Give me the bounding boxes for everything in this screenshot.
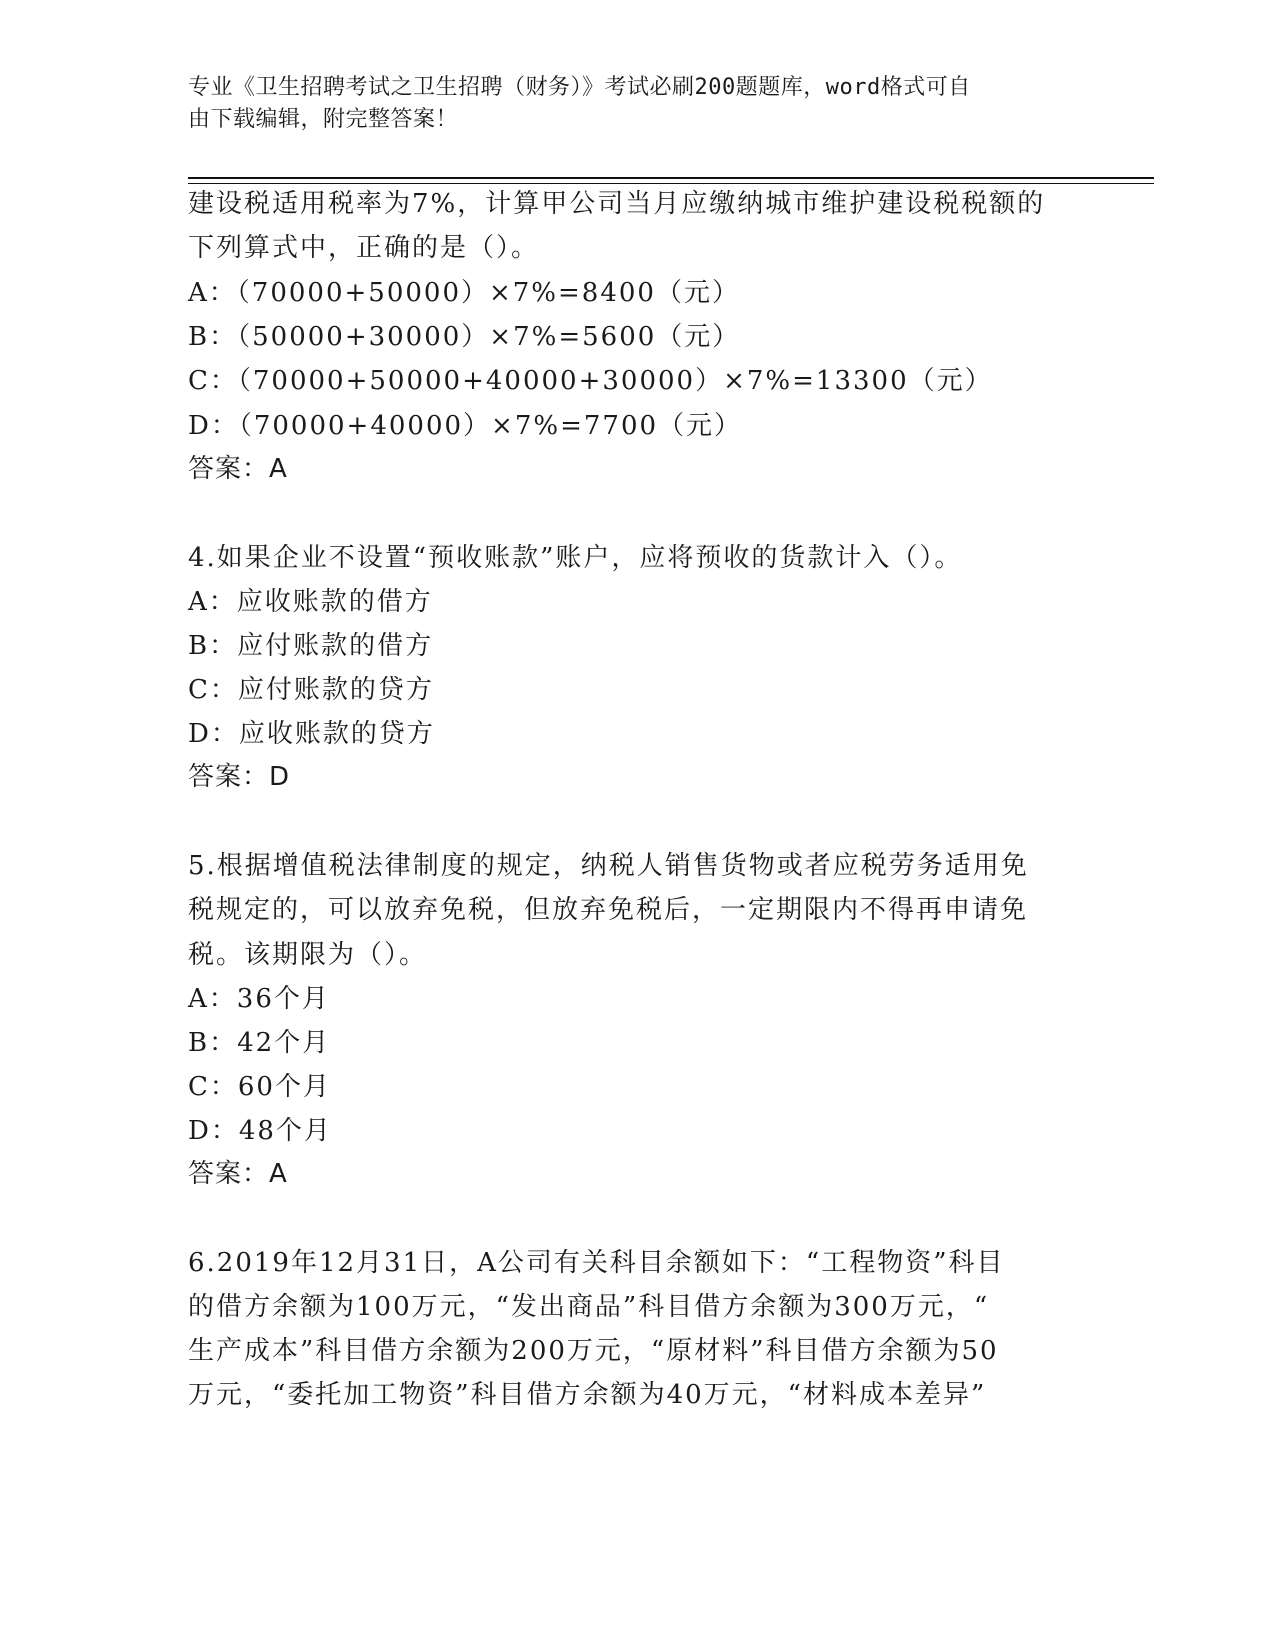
q6-stem-line-1: 6.2019年12月31日，A公司有关科目余额如下：“工程物资”科目 (188, 1248, 1005, 1278)
q4-option-c: C：应付账款的贷方 (188, 675, 434, 705)
q4-option-d: D：应收账款的贷方 (188, 719, 435, 749)
header-line-2: 由下载编辑，附完整答案！ (188, 107, 459, 132)
q5-stem-line-1: 5.根据增值税法律制度的规定，纳税人销售货物或者应税劳务适用免 (188, 851, 1029, 881)
q3-stem-line-1: 建设税适用税率为7%，计算甲公司当月应缴纳城市维护建设税税额的 (188, 189, 1046, 219)
header-line-1: 专业《卫生招聘考试之卫生招聘（财务）》考试必刷200题题库，word格式可自 (188, 75, 971, 100)
q3-option-d: D：（70000+40000）×7%=7700（元） (188, 411, 743, 441)
q5-stem-line-3: 税。该期限为（）。 (188, 940, 428, 970)
q3-option-a: A：（70000+50000）×7%=8400（元） (188, 278, 740, 308)
q5-stem-line-2: 税规定的，可以放弃免税，但放弃免税后，一定期限内不得再申请免 (188, 895, 1029, 925)
document-header (188, 72, 1068, 136)
q4-answer: 答案：D (188, 762, 291, 792)
q5-option-d: D：48个月 (188, 1116, 332, 1146)
q3-option-b: B：（50000+30000）×7%=5600（元） (188, 322, 741, 352)
q4-stem-line-1: 4.如果企业不设置“预收账款”账户，应将预收的货款计入（）。 (188, 543, 963, 573)
q3-option-c: C：（70000+50000+40000+30000）×7%=13300（元） (188, 366, 993, 396)
q5-option-b: B：42个月 (188, 1028, 331, 1058)
q4-option-a: A：应收账款的借方 (188, 587, 433, 617)
q6-stem-line-2: 的借方余额为100万元，“发出商品”科目借方余额为300万元，“ (188, 1292, 990, 1322)
q5-option-a: A：36个月 (188, 984, 330, 1014)
q4-option-b: B：应付账款的借方 (188, 631, 434, 661)
q6-stem-line-4: 万元，“委托加工物资”科目借方余额为40万元，“材料成本差异” (188, 1380, 987, 1410)
q6-stem-line-3: 生产成本”科目借方余额为200万元，“原材料”科目借方余额为50 (188, 1336, 999, 1366)
header-divider-thick (188, 177, 1154, 179)
q3-answer: 答案：A (188, 454, 288, 484)
q5-option-c: C：60个月 (188, 1072, 331, 1102)
q5-answer: 答案：A (188, 1159, 288, 1189)
q3-stem-line-2: 下列算式中，正确的是（）。 (188, 233, 540, 263)
